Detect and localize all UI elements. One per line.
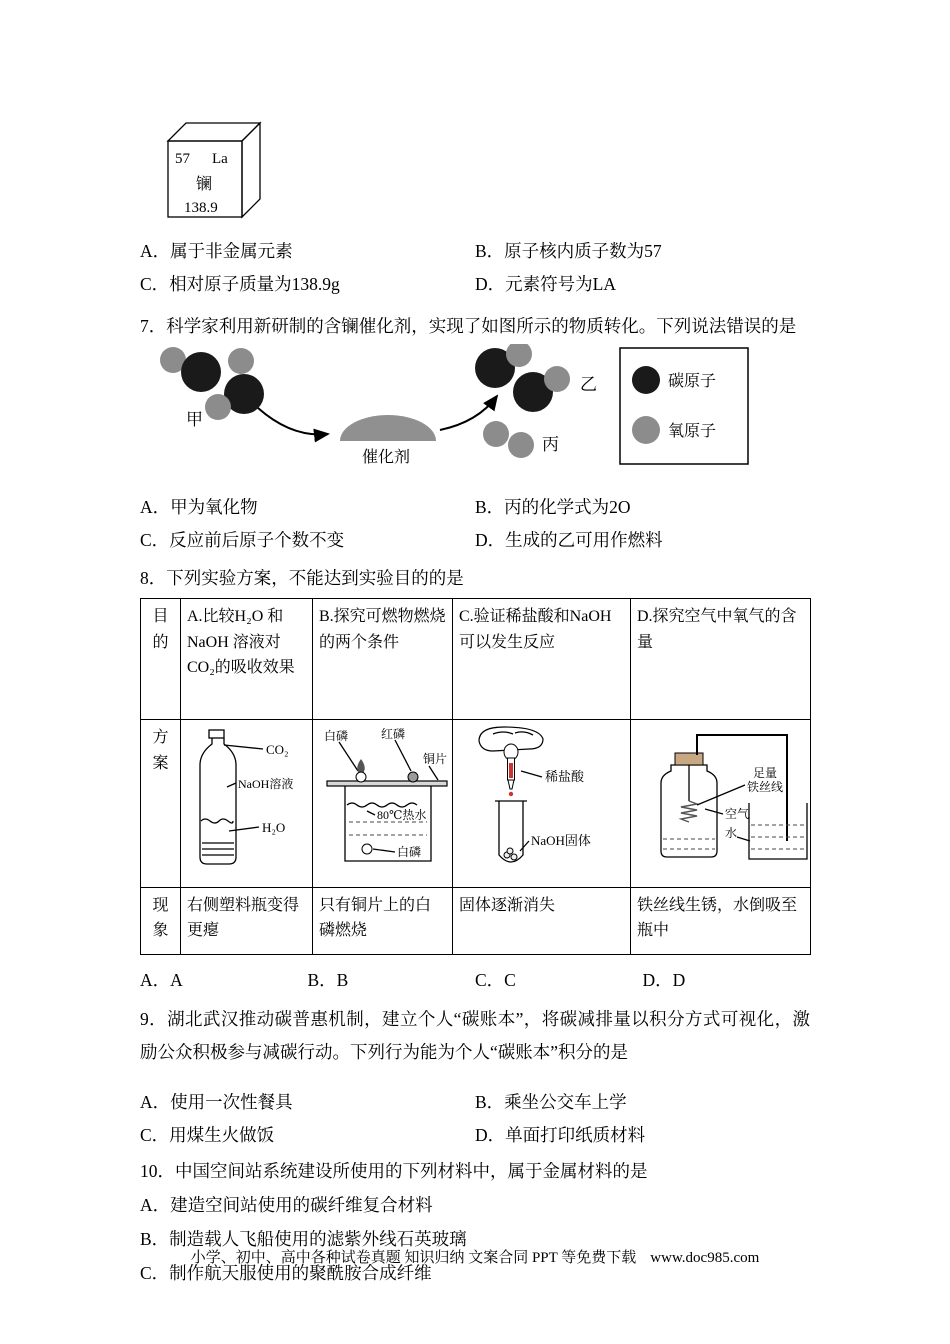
phenomenon-cell-c: 固体逐渐消失	[453, 887, 631, 954]
purpose-cell-c: C.验证稀盐酸和NaOH 可以发生反应	[453, 599, 631, 720]
q6-option-a: A．属于非金属元素	[140, 241, 293, 261]
molecule-yi	[475, 344, 570, 412]
q7-options	[140, 491, 810, 557]
footer-url: www.doc985.com	[650, 1250, 760, 1266]
q10-option-c: C．制作航天服使用的聚酰胺合成纤维	[140, 1263, 432, 1284]
q7-option-b: B．丙的化学式为2O	[475, 497, 631, 517]
water-beaker-outline	[749, 803, 807, 859]
label-air: 空气	[725, 807, 750, 821]
q8-stem: 8．下列实验方案，不能达到实验目的的是	[140, 568, 464, 588]
q10-stem: 10．中国空间站系统建设所使用的下列材料中，属于金属材料的是	[140, 1161, 648, 1182]
element-number: 57	[175, 151, 190, 167]
label-white-phosphorus-bottom: 白磷	[397, 845, 422, 859]
q10-options	[140, 1188, 810, 1290]
q9-option-a: A．使用一次性餐具	[140, 1092, 293, 1113]
label-naoh-solid: NaOH固体	[531, 833, 591, 848]
label-enough: 足量	[753, 766, 778, 780]
label-copper-sheet: 铜片	[423, 752, 448, 766]
acid-drop	[509, 792, 513, 796]
label-red-phosphorus: 红磷	[381, 727, 406, 741]
white-phosphorus-dot	[356, 772, 366, 782]
purpose-cell-a: A.比较H₂O 和NaOH 溶液对CO₂的吸收效果	[181, 599, 313, 720]
q9-option-d: D．单面打印纸质材料	[475, 1125, 646, 1146]
scheme-cell-a	[181, 720, 313, 888]
label-water: 水	[725, 826, 738, 840]
label-bing: 丙	[542, 435, 559, 454]
q9-option-b: B．乘坐公交车上学	[475, 1092, 627, 1113]
naoh-solid-dots	[504, 848, 517, 860]
q8-option-d: D．D	[642, 969, 686, 990]
q10-option-b: B．制造载人飞船使用的滤紫外线石英玻璃	[140, 1229, 467, 1250]
element-mass: 138.9	[184, 200, 218, 216]
q6-options	[140, 235, 810, 301]
q8-option-a: A．A	[140, 969, 183, 990]
q7-option-c: C．反应前后原子个数不变	[140, 530, 345, 550]
bottle-absorption-diagram	[187, 725, 313, 873]
red-phosphorus-dot	[408, 772, 418, 782]
page-footer	[0, 1246, 950, 1267]
carbon-atom-icon	[632, 366, 660, 394]
scheme-cell-b	[313, 720, 453, 888]
label-white-phosphorus-top: 白磷	[324, 729, 349, 743]
scheme-cell-c	[453, 720, 631, 888]
atom-legend	[620, 348, 748, 464]
q7-reaction-diagram	[140, 344, 810, 479]
molecule-bing	[483, 421, 534, 458]
label-hot-water: 80℃热水	[377, 808, 427, 822]
q8-answer-options	[140, 965, 810, 995]
oxygen-atom-icon	[632, 416, 660, 444]
label-iron-wire: 铁丝线	[747, 780, 784, 794]
white-phosphorus-in-water-dot	[362, 844, 372, 854]
table-row-scheme	[141, 720, 811, 888]
q7-option-d: D．生成的乙可用作燃料	[475, 530, 663, 550]
dropper-test-tube-diagram	[459, 725, 631, 873]
q6-option-d: D．元素符号为LA	[475, 274, 616, 294]
arrow-to-catalyst-icon	[258, 408, 328, 434]
label-dilute-hcl: 稀盐酸	[545, 769, 585, 784]
row-header-scheme: 方案	[141, 720, 181, 888]
q8-option-c: C．C	[475, 969, 516, 990]
phenomenon-cell-b: 只有铜片上的白磷燃烧	[313, 887, 453, 954]
element-symbol: La	[212, 151, 228, 167]
phenomenon-cell-a: 右侧塑料瓶变得更瘪	[181, 887, 313, 954]
legend-oxygen-label: 氧原子	[668, 423, 717, 440]
table-row-phenomenon	[141, 887, 811, 954]
q9-options	[140, 1086, 810, 1152]
footer-text: 小学、初中、高中各种试卷真题 知识归纳 文案合同 PPT 等免费下载	[190, 1250, 637, 1266]
label-catalyst: 催化剂	[362, 449, 411, 466]
q9-option-c: C．用煤生火做饭	[140, 1125, 275, 1146]
element-cube-diagram	[156, 115, 264, 221]
q7-option-a: A．甲为氧化物	[140, 497, 258, 517]
row-header-phenomenon: 现象	[141, 887, 181, 954]
scheme-cell-d	[631, 720, 811, 888]
legend-carbon-label: 碳原子	[668, 373, 717, 390]
q7-stem: 7．科学家利用新研制的含镧催化剂，实现了如图所示的物质转化。下列说法错误的是	[140, 316, 797, 336]
q8-experiment-table	[140, 598, 811, 955]
phenomenon-cell-d: 铁丝线生锈，水倒吸至瓶中	[631, 887, 811, 954]
label-jia: 甲	[186, 410, 203, 429]
catalyst-dome	[340, 415, 436, 441]
phosphorus-combustion-diagram	[319, 725, 453, 873]
q8-option-b: B．B	[307, 969, 349, 990]
purpose-cell-d: D.探究空气中氧气的含量	[631, 599, 811, 720]
iron-wire-rust-diagram	[637, 725, 811, 873]
q6-option-b: B．原子核内质子数为57	[475, 241, 662, 261]
element-name: 镧	[196, 176, 213, 193]
q6-option-c: C．相对原子质量为138.9g	[140, 274, 340, 294]
table-row-purpose	[141, 599, 811, 720]
element-cell-figure	[156, 115, 810, 221]
molecule-jia	[160, 347, 264, 420]
label-co2: CO₂	[266, 742, 289, 757]
q10-option-a: A．建造空间站使用的碳纤维复合材料	[140, 1195, 433, 1216]
row-header-purpose: 目的	[141, 599, 181, 720]
label-naoh-solution: NaOH溶液	[238, 777, 294, 791]
purpose-cell-b: B.探究可燃物燃烧的两个条件	[313, 599, 453, 720]
label-yi: 乙	[580, 375, 597, 394]
label-h2o: H₂O	[262, 820, 286, 835]
stopper	[675, 753, 703, 765]
iron-wire-coil	[681, 801, 697, 822]
copper-sheet	[327, 781, 447, 786]
acid-in-dropper	[509, 763, 513, 778]
q9-stem: 9．湖北武汉推动碳普惠机制，建立个人“碳账本”，将碳减排量以积分方式可视化，激励公众积极参与减碳行动。下列行为能为个人“碳账本”积分的是	[140, 1008, 810, 1062]
